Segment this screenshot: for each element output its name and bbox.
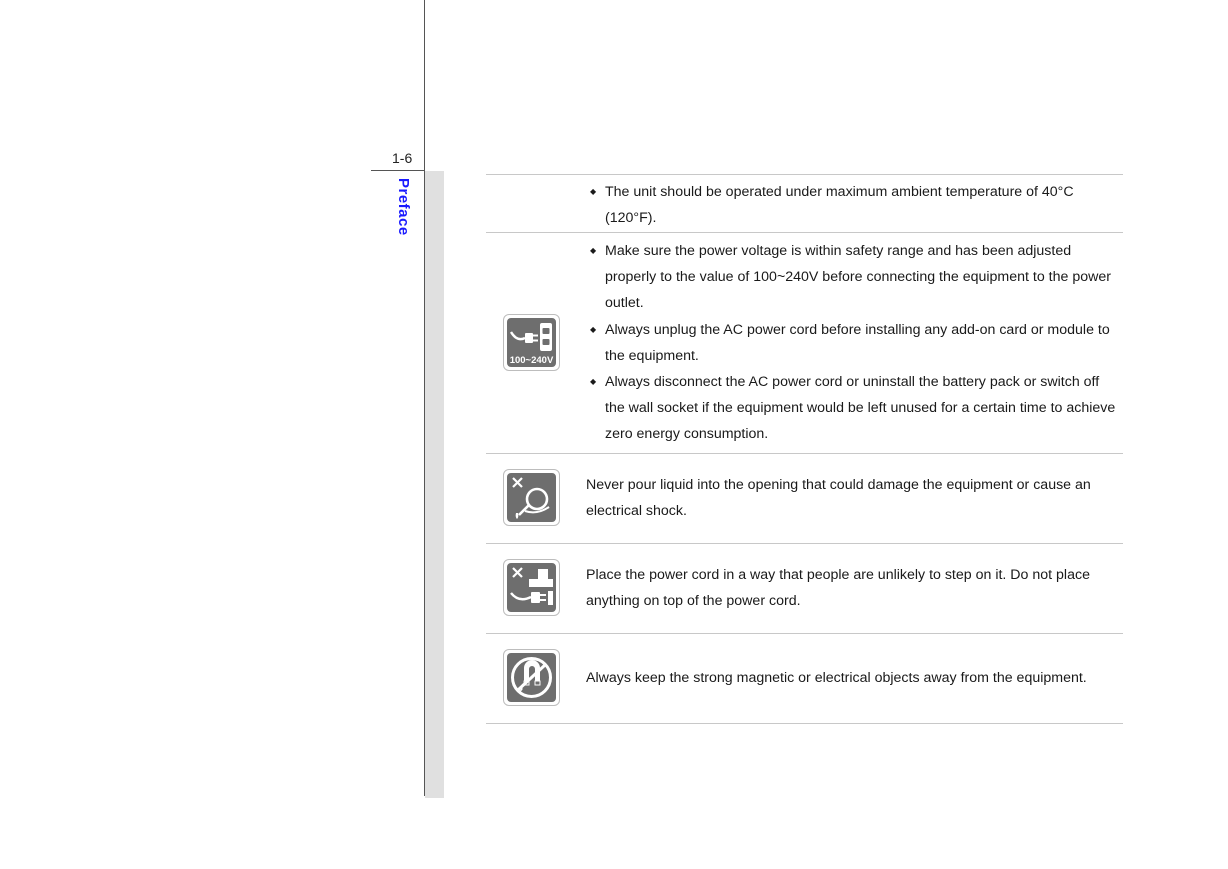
list-item: ◆ Always unplug the AC power cord before installing any add-on card or module to the equipment. — [588, 317, 1118, 369]
safety-text: Place the power cord in a way that people are unlikely to step on it. Do not place anything on top of the power cord. — [586, 567, 1090, 610]
power-voltage-icon — [503, 314, 560, 371]
sidebar-strip — [425, 171, 444, 798]
divider — [486, 723, 1123, 724]
list-item: ◆ Make sure the power voltage is within safety range and has been adjusted properly to the value of 100~240V before connecting the equipment to the power outlet. — [588, 238, 1118, 317]
list-item: ◆ Always disconnect the AC power cord or uninstall the battery pack or switch off the wall socket if the equipment would be left unused for a certain time to achieve zero energy consumption. — [588, 369, 1118, 448]
no-magnet-icon — [503, 649, 560, 706]
no-liquid-icon — [503, 469, 560, 526]
page-number: 1-6 — [392, 150, 413, 166]
section-label: Preface — [395, 178, 412, 236]
safety-text: Always keep the strong magnetic or electrical objects away from the equipment. — [586, 670, 1087, 686]
safety-row-power — [486, 233, 1123, 453]
safety-row-temperature — [486, 175, 1123, 232]
voltage-label: 100~240V — [509, 355, 554, 366]
safety-row-cord — [486, 544, 1123, 633]
safety-text: Never pour liquid into the opening that could damage the equipment or cause an electrical shock. — [586, 477, 1091, 520]
power-cord-placement-icon — [503, 559, 560, 616]
safety-row-magnet — [486, 634, 1123, 723]
list-item: ◆ The unit should be operated under maximum ambient temperature of 40°C (120°F). — [588, 179, 1118, 231]
bullet-list — [588, 238, 1118, 448]
bullet-list — [588, 179, 1118, 231]
safety-row-liquid — [486, 454, 1123, 543]
page-number-rule — [371, 170, 425, 171]
